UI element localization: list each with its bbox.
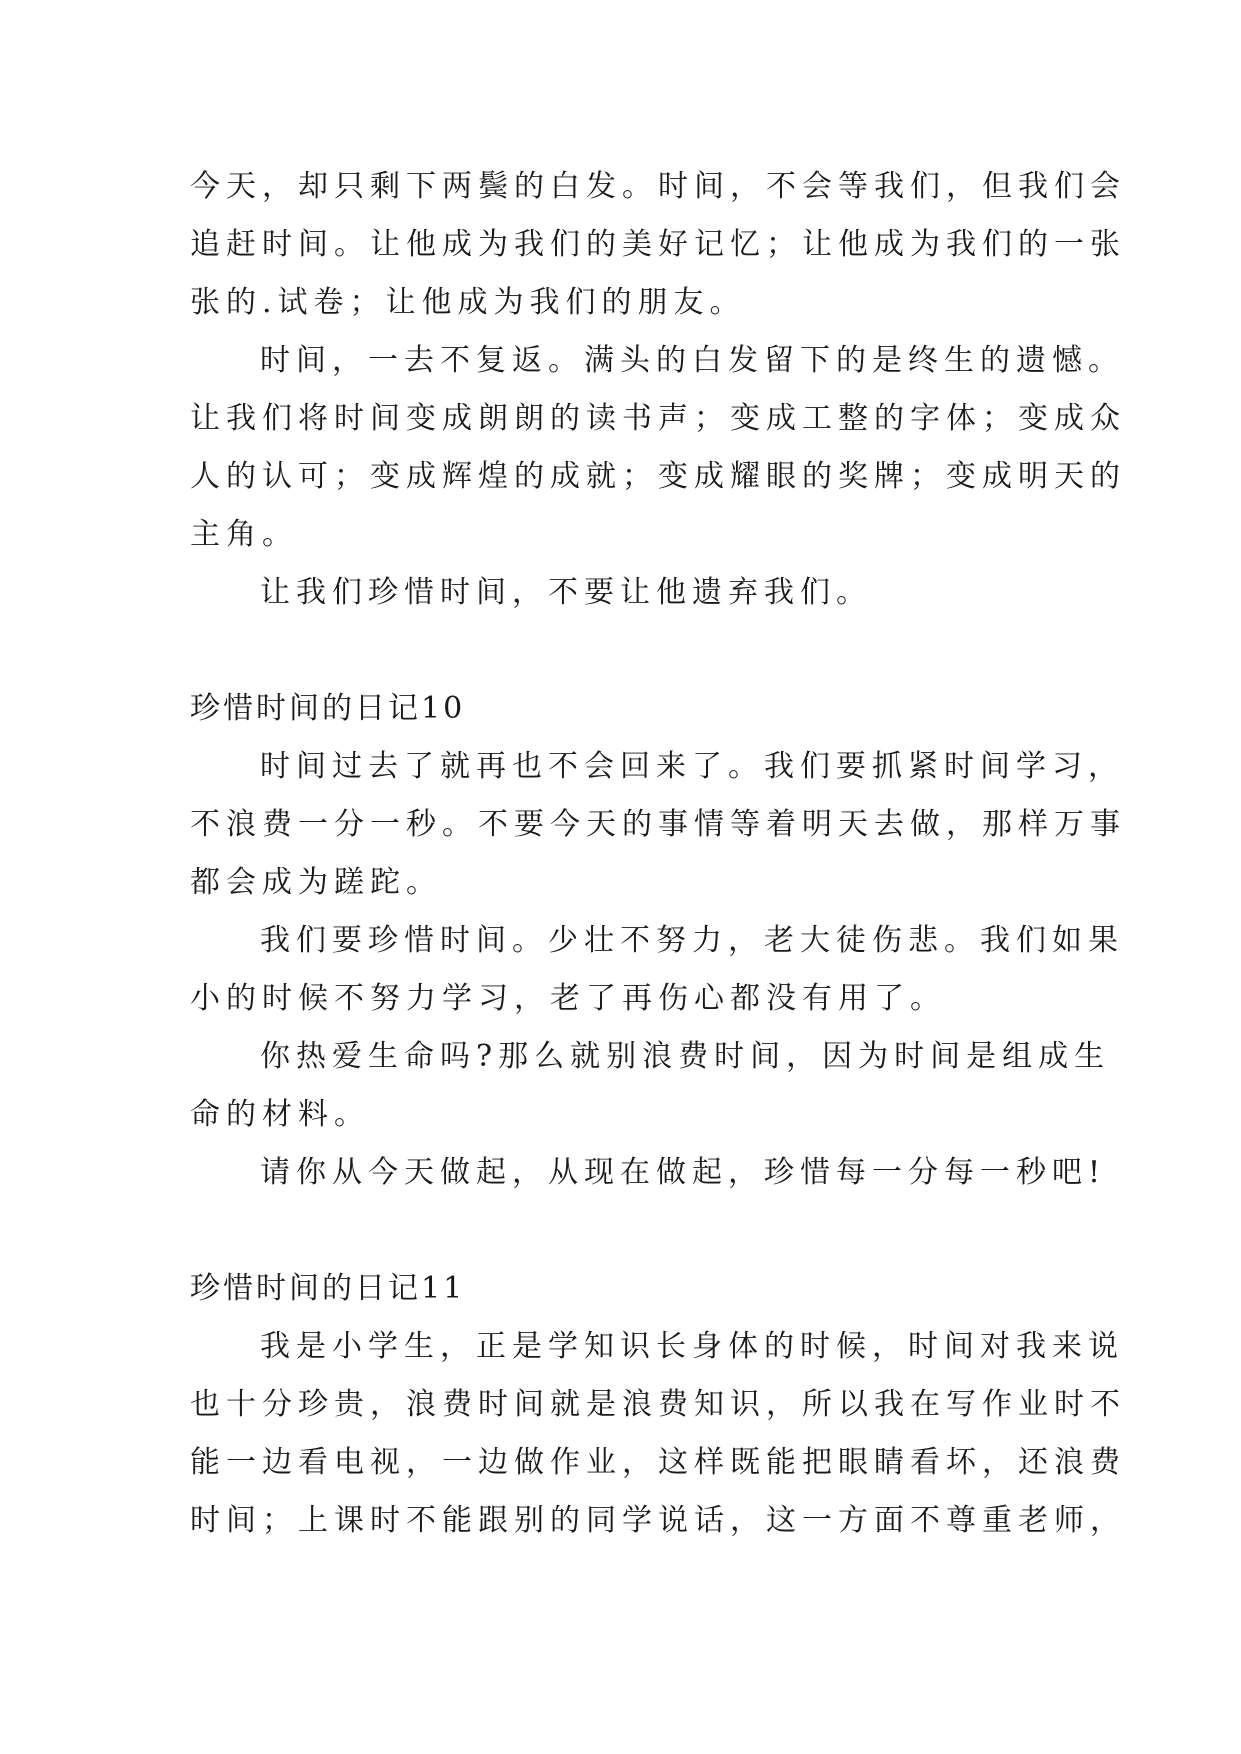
text-line: 我是小学生，正是学知识长身体的时候，时间对我来说 xyxy=(260,1329,1124,1364)
text-line: 今天，却只剩下两鬓的白发。时间，不会等我们，但我们会 xyxy=(190,169,1126,204)
text-line: 追赶时间。让他成为我们的美好记忆；让他成为我们的一张 xyxy=(190,227,1126,262)
text-line: 时间过去了就再也不会回来了。我们要抓紧时间学习， xyxy=(260,749,1124,784)
text-line: 小的时候不努力学习，老了再伤心都没有用了。 xyxy=(190,981,946,1016)
text-line: 不浪费一分一秒。不要今天的事情等着明天去做，那样万事 xyxy=(190,807,1126,842)
text-line: 让我们将时间变成朗朗的读书声；变成工整的字体；变成众 xyxy=(190,401,1126,436)
text-line: 时间；上课时不能跟别的同学说话，这一方面不尊重老师， xyxy=(190,1503,1126,1538)
text-line: 请你从今天做起，从现在做起，珍惜每一分每一秒吧! xyxy=(260,1155,1107,1190)
text-line: 能一边看电视，一边做作业，这样既能把眼睛看坏，还浪费 xyxy=(190,1445,1126,1480)
text-line: 时间，一去不复返。满头的白发留下的是终生的遗憾。 xyxy=(260,343,1124,378)
text-line: 我们要珍惜时间。少壮不努力，老大徒伤悲。我们如果 xyxy=(260,923,1124,958)
text-line: 主角。 xyxy=(190,517,298,552)
text-line: 也十分珍贵，浪费时间就是浪费知识，所以我在写作业时不 xyxy=(190,1387,1126,1422)
text-line: 张的.试卷；让他成为我们的朋友。 xyxy=(190,285,746,320)
section-gap xyxy=(190,622,1060,680)
section-heading: 珍惜时间的日记11 xyxy=(190,1271,466,1306)
text-line: 命的材料。 xyxy=(190,1097,370,1132)
text-line: 让我们珍惜时间，不要让他遗弃我们。 xyxy=(260,575,872,610)
text-line: 都会成为蹉跎。 xyxy=(190,865,442,900)
section-gap xyxy=(190,1202,1060,1260)
text-line: 你热爱生命吗?那么就别浪费时间，因为时间是组成生 xyxy=(260,1039,1111,1074)
document-body xyxy=(190,158,1126,1550)
text-line: 人的认可；变成辉煌的成就；变成耀眼的奖牌；变成明天的 xyxy=(190,459,1126,494)
section-heading: 珍惜时间的日记10 xyxy=(190,691,466,726)
